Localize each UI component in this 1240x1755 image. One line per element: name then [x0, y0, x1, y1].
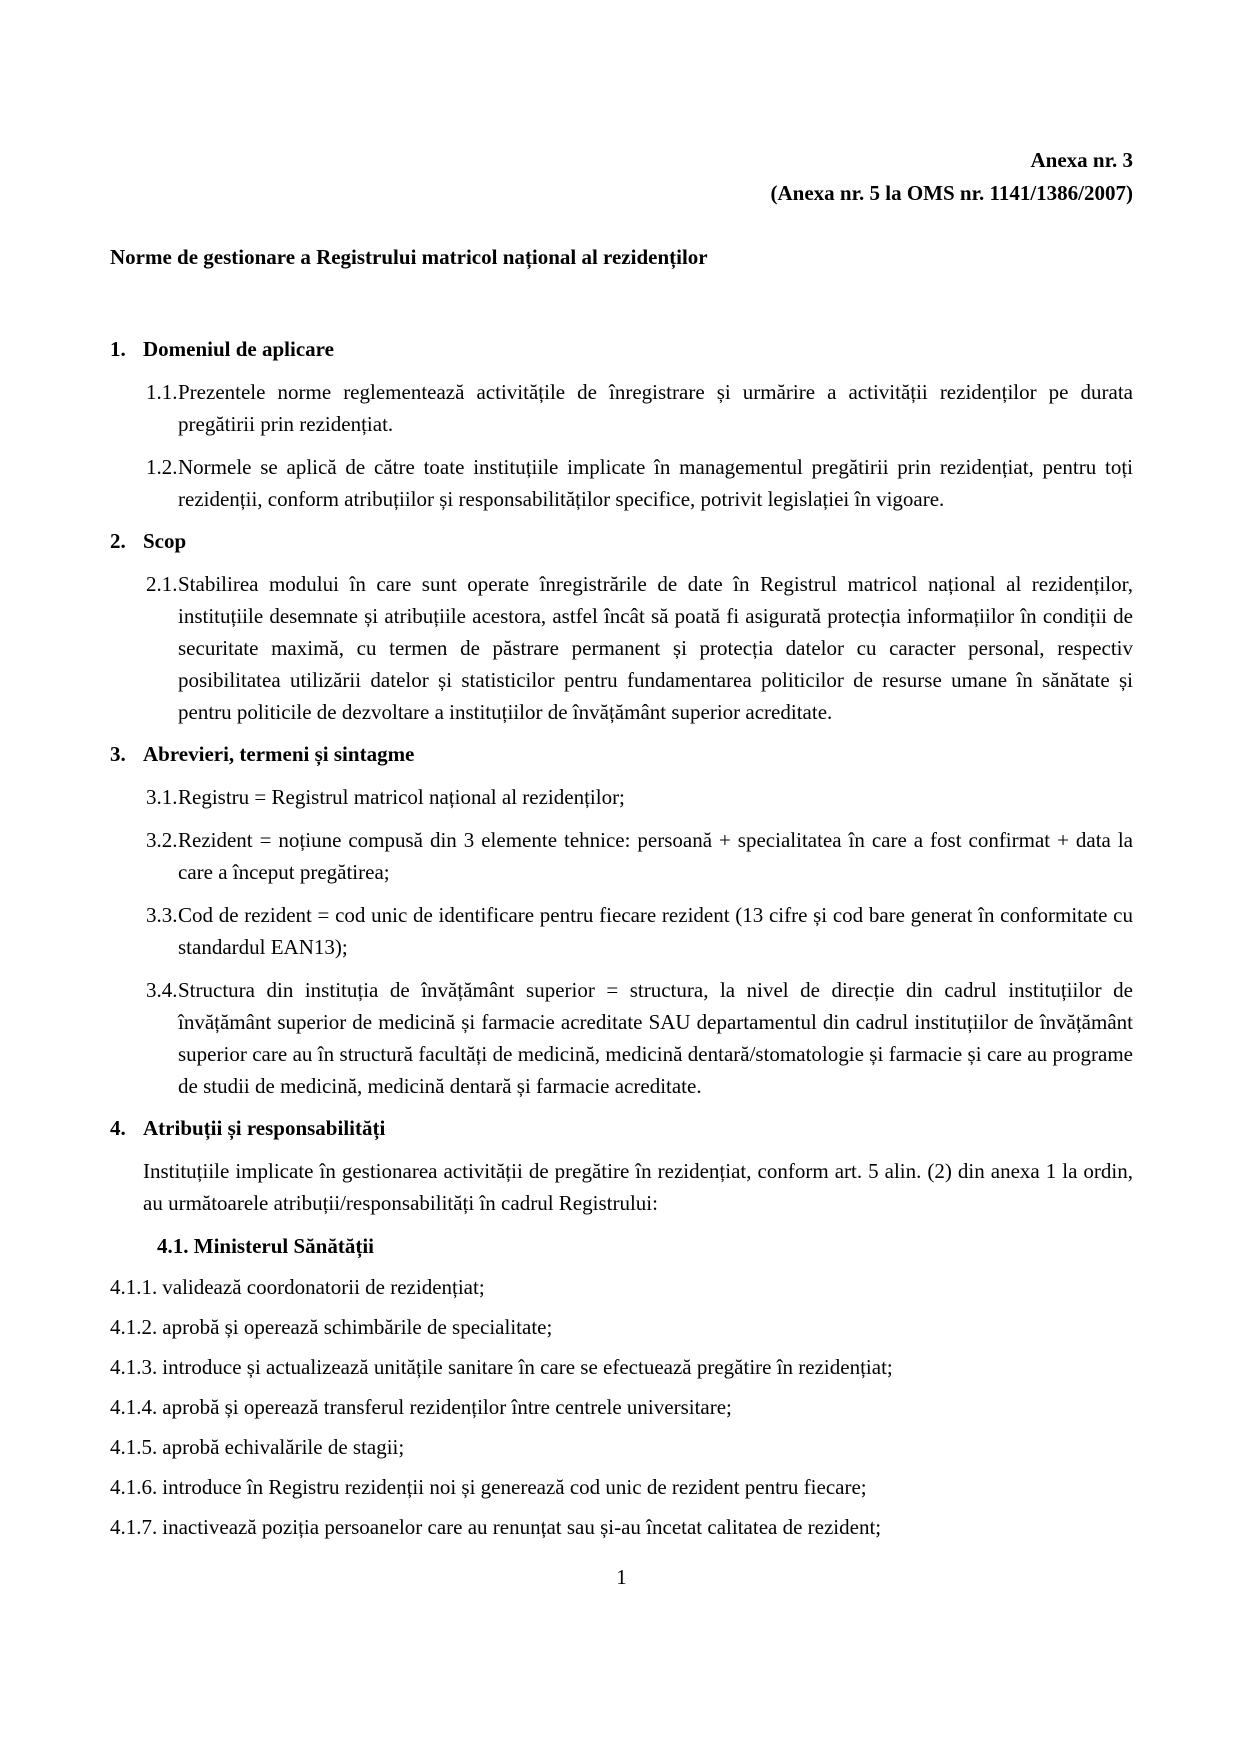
section-4-heading-text: Atribuții și responsabilități — [143, 1116, 386, 1140]
item-3-1-number: 3.1. — [146, 785, 178, 809]
item-4-1-1-text: validează coordonatorii de rezidențiat; — [162, 1275, 485, 1299]
item-3-3-number: 3.3. — [146, 903, 178, 927]
item-1-1-number: 1.1. — [146, 380, 178, 404]
section-3-heading-text: Abrevieri, termeni și sintagme — [143, 742, 415, 766]
item-1-2 — [146, 451, 1133, 515]
item-4-1-2-number: 4.1.2. — [110, 1315, 158, 1339]
annex-header-line1: Anexa nr. 3 — [1030, 148, 1133, 172]
item-3-2-number: 3.2. — [146, 828, 178, 852]
item-3-4-number: 3.4. — [146, 978, 178, 1002]
item-2-1 — [146, 568, 1133, 728]
item-1-2-text: Normele se aplică de către toate instituțiile implicate în managementul pregătirii prin rezidențiat, pentru toți rezidenții, conform atribuțiilor și responsabilităților specifice, potrivit legislației în vigoare. — [178, 455, 1133, 511]
item-3-3 — [146, 899, 1133, 963]
item-3-1-text: Registru = Registrul matricol național al rezidenților; — [178, 785, 625, 809]
item-3-3-text: Cod de rezident = cod unic de identificare pentru fiecare rezident (13 cifre și cod bare generat în conformitate cu standardul EAN13); — [178, 903, 1133, 959]
page-number: 1 — [616, 1565, 627, 1589]
item-1-1-text: Prezentele norme reglementează activitățile de înregistrare și urmărire a activității rezidenților pe durata pregătirii prin rezidențiat. — [178, 380, 1133, 436]
section-3-heading — [110, 738, 1133, 770]
item-4-1-7-text: inactivează poziția persoanelor care au renunțat sau și-au încetat calitatea de rezident; — [162, 1515, 882, 1539]
item-2-1-text: Stabilirea modului în care sunt operate înregistrările de date în Registrul matricol național al rezidenților, instituțiile desemnate și atribuțiile acestora, astfel încât să poată fi asigurată protecția informațiilor în condiții de securitate maximă, cu termen de păstrare permanent și protecția datelor cu caracter personal, respectiv posibilitatea utilizării datelor și statisticilor pentru fundamentarea politicilor de resurse umane în sănătate și pentru politicile de dezvoltare a instituțiilor de învățământ superior acreditate. — [178, 572, 1133, 724]
item-4-1-3-text: introduce și actualizează unitățile sanitare în care se efectuează pregătire în rezidențiat; — [162, 1355, 893, 1379]
item-3-2 — [146, 824, 1133, 888]
item-4-1-7 — [110, 1511, 1133, 1543]
item-3-1 — [146, 781, 1133, 813]
item-3-2-text: Rezident = noțiune compusă din 3 elemente tehnice: persoană + specialitatea în care a fost confirmat + data la care a început pregătirea; — [178, 828, 1133, 884]
subsection-4-1-heading: 4.1. Ministerul Sănătății — [157, 1234, 375, 1258]
document-title: Norme de gestionare a Registrului matricol național al rezidenților — [110, 245, 708, 269]
item-4-1-3-number: 4.1.3. — [110, 1355, 158, 1379]
item-4-1-5-number: 4.1.5. — [110, 1435, 158, 1459]
item-3-4 — [146, 974, 1133, 1102]
annex-header — [110, 144, 1133, 210]
item-4-1-7-number: 4.1.7. — [110, 1515, 158, 1539]
section-2-number: 2. — [110, 529, 126, 553]
item-4-1-4 — [110, 1391, 1133, 1423]
item-4-1-2 — [110, 1311, 1133, 1343]
item-4-1-1 — [110, 1271, 1133, 1303]
section-1-heading-text: Domeniul de aplicare — [143, 337, 334, 361]
item-4-1-5-text: aprobă echivalările de stagii; — [162, 1435, 405, 1459]
item-1-1 — [146, 376, 1133, 440]
section-4-heading — [110, 1112, 1133, 1144]
item-4-1-3 — [110, 1351, 1133, 1383]
section-1-number: 1. — [110, 337, 126, 361]
section-4-intro: Instituțiile implicate în gestionarea activității de pregătire în rezidențiat, conform art. 5 alin. (2) din anexa 1 la ordin, au următoarele atribuții/responsabilități în cadrul Registrului: — [143, 1159, 1133, 1215]
section-3-number: 3. — [110, 742, 126, 766]
section-4-number: 4. — [110, 1116, 126, 1140]
item-3-4-text: Structura din instituția de învățământ superior = structura, la nivel de direcție din cadrul instituțiilor de învățământ superior de medicină și farmacie acreditate SAU departamentul din cadrul instituțiilor de învățământ superior care au în structură facultăți de medicină, medicină dentară/stomatologie și farmacie și care au programe de studii de medicină, medicină dentară și farmacie acreditate. — [178, 978, 1133, 1098]
item-1-2-number: 1.2. — [146, 455, 178, 479]
item-4-1-6 — [110, 1471, 1133, 1503]
item-4-1-5 — [110, 1431, 1133, 1463]
item-2-1-number: 2.1. — [146, 572, 178, 596]
section-2-heading — [110, 525, 1133, 557]
item-4-1-4-text: aprobă și operează transferul rezidenților între centrele universitare; — [162, 1395, 732, 1419]
item-4-1-1-number: 4.1.1. — [110, 1275, 158, 1299]
section-1-heading — [110, 333, 1133, 365]
item-4-1-4-number: 4.1.4. — [110, 1395, 158, 1419]
item-4-1-6-text: introduce în Registru rezidenții noi și generează cod unic de rezident pentru fiecare; — [162, 1475, 867, 1499]
item-4-1-6-number: 4.1.6. — [110, 1475, 158, 1499]
annex-header-line2: (Anexa nr. 5 la OMS nr. 1141/1386/2007) — [770, 181, 1133, 205]
section-2-heading-text: Scop — [143, 529, 187, 553]
item-4-1-2-text: aprobă și operează schimbările de specialitate; — [162, 1315, 553, 1339]
